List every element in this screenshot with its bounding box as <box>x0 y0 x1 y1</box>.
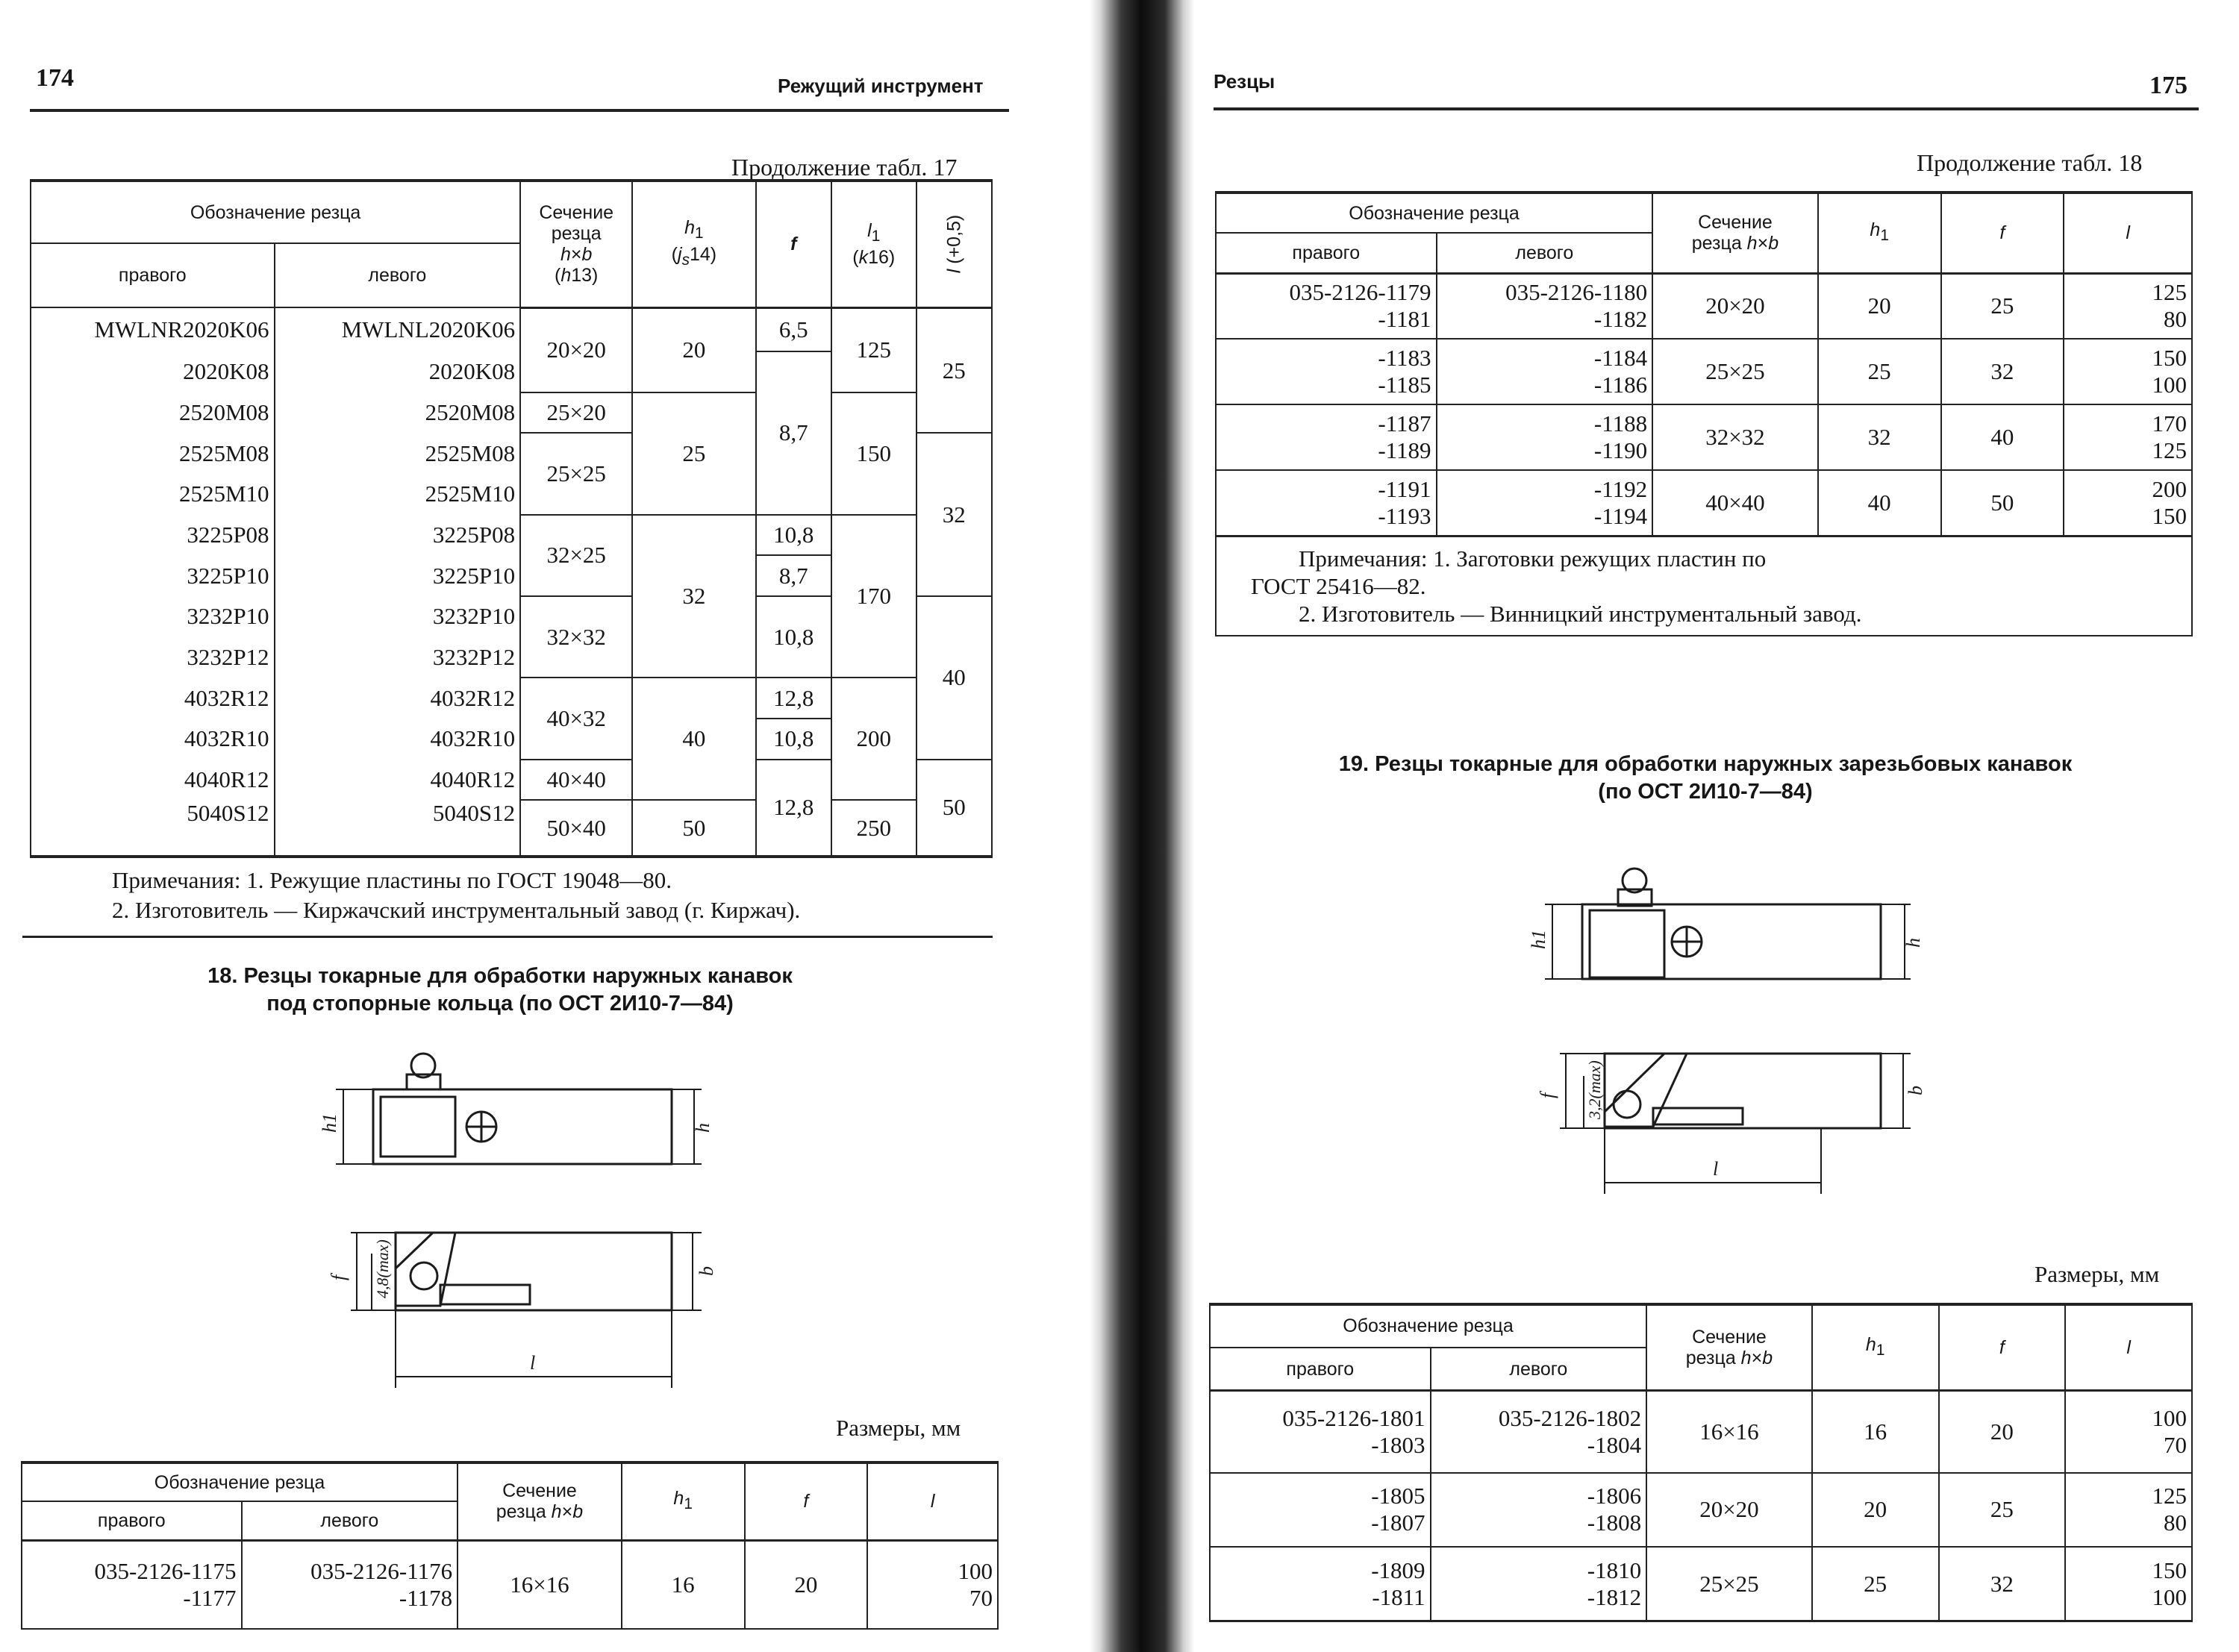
col-header-right: правого <box>31 243 275 307</box>
label-f: f <box>1537 1092 1558 1098</box>
running-head: Режущий инструмент <box>778 75 984 97</box>
col-header-designation: Обозначение резца <box>22 1462 458 1501</box>
header-rule <box>1214 107 2199 110</box>
table-cell: 20 <box>745 1540 868 1629</box>
code-line: -1184 <box>1593 345 1648 371</box>
code-line: -1806 <box>1587 1483 1642 1509</box>
table-cell <box>242 1540 458 1629</box>
table-cell: MWLNL2020K06 <box>275 307 521 351</box>
table-cell: 12,8 <box>756 760 831 857</box>
value-line: 70 <box>969 1584 993 1611</box>
table-cell: 2520M08 <box>31 392 275 434</box>
table-cell: 40×32 <box>520 678 632 759</box>
table-cell <box>867 1540 998 1629</box>
col-header-left: левого <box>1431 1348 1647 1391</box>
table-cell: 3232P10 <box>31 596 275 637</box>
table-cell: 125 <box>831 307 916 392</box>
table-cell: 16 <box>1812 1391 1939 1473</box>
table-cell: 10,8 <box>756 515 831 556</box>
clamp-block <box>381 1097 455 1157</box>
table-17-note-1: Примечания: 1. Режущие пластины по ГОСТ 19048—80. <box>112 867 672 893</box>
value-line: 100 <box>2152 1405 2187 1432</box>
table-cell <box>1210 1547 1431 1621</box>
table-cell <box>1216 470 1437 536</box>
value-line: 125 <box>2152 1483 2187 1509</box>
table-18-continued <box>1215 191 2193 636</box>
table-cell: 4032R12 <box>275 678 521 719</box>
table-cell: 50 <box>916 760 992 857</box>
col-header-section: Сечение резца h×b (h13) <box>520 181 632 307</box>
header-rule <box>30 109 1009 112</box>
col-header-section: Сечение резца h×b <box>458 1462 622 1540</box>
col-header-right: правого <box>1216 233 1437 273</box>
adjust-screw <box>1653 1108 1743 1124</box>
table-17 <box>30 179 993 858</box>
col-header-f: f <box>756 181 831 307</box>
table-cell: 2525M10 <box>31 474 275 515</box>
code-line: 035-2126-1180 <box>1505 279 1648 306</box>
col-header-h1: $h_1$ $(j_s14)$ <box>632 181 755 307</box>
col-header-l: l <box>2064 193 2192 273</box>
table-cell: 25 <box>1939 1473 2066 1547</box>
table-cell: 2525M08 <box>275 433 521 474</box>
col-header-right: правого <box>22 1501 242 1540</box>
table-cell <box>1437 273 1653 339</box>
table-cell: 25 <box>1812 1547 1939 1621</box>
table-cell: MWLNR2020K06 <box>31 307 275 351</box>
code-line: -1812 <box>1587 1583 1642 1610</box>
value-line: 100 <box>2152 1583 2187 1610</box>
col-header-designation: Обозначение резца <box>31 181 520 243</box>
left-page <box>0 0 1090 1652</box>
table-cell <box>1431 1391 1647 1473</box>
title-line: 19. Резцы токарные для обработки наружных зарезьбовых канавок <box>1338 752 2073 776</box>
table-cell <box>1216 339 1437 404</box>
table-cell <box>22 1540 242 1629</box>
figure-19-cutter-drawing <box>1523 858 1940 1209</box>
clamp-block <box>1590 910 1664 977</box>
table-cell: 6,5 <box>756 307 831 351</box>
code-line: -1186 <box>1593 372 1648 398</box>
table-cell <box>1437 404 1653 470</box>
table-cell: 25 <box>1941 273 2064 339</box>
col-header-left: левого <box>242 1501 458 1540</box>
table-cell: 2020K08 <box>275 351 521 392</box>
table-cell: 40×40 <box>1652 470 1818 536</box>
col-header-h1: $h_1$ <box>1818 193 1941 273</box>
table-cell: 25×25 <box>520 433 632 514</box>
code-line: -1185 <box>1378 372 1431 398</box>
value-line: 125 <box>2152 437 2187 463</box>
label-b: b <box>696 1266 717 1276</box>
col-header-right: правого <box>1210 1348 1431 1391</box>
label-h: h <box>692 1123 713 1133</box>
table-cell <box>2065 1391 2192 1473</box>
table-cell: 12,8 <box>756 678 831 719</box>
col-header-l1: $l_1$ (k16) <box>831 181 916 307</box>
col-header-l: l <box>2065 1304 2192 1391</box>
table-cell: 20 <box>1939 1391 2066 1473</box>
table-cell <box>1216 404 1437 470</box>
table-cell <box>2064 404 2192 470</box>
table-cell: 4032R10 <box>275 719 521 760</box>
table-cell: 3225P08 <box>31 515 275 556</box>
code-line: -1805 <box>1371 1483 1425 1509</box>
code-line: -1804 <box>1587 1432 1642 1459</box>
table-18-notes <box>1216 536 2192 636</box>
table-cell: 50×40 <box>520 800 632 857</box>
label-h1: h1 <box>1528 930 1549 949</box>
code-line: -1177 <box>183 1584 237 1611</box>
code-line: -1194 <box>1593 502 1648 529</box>
table-cell <box>1437 339 1653 404</box>
running-head: Резцы <box>1214 70 1275 93</box>
table-cell: 10,8 <box>756 596 831 678</box>
code-line: -1187 <box>1378 410 1431 437</box>
table-cell: 170 <box>831 515 916 678</box>
table-cell: 25×25 <box>1652 339 1818 404</box>
table-cell <box>1431 1547 1647 1621</box>
col-header-f: f <box>1939 1304 2066 1391</box>
book-spine <box>1090 0 1194 1652</box>
table-cell: 2020K08 <box>31 351 275 392</box>
table-cell: 40 <box>1818 470 1941 536</box>
label-f: f <box>328 1274 349 1280</box>
col-header-l: l (+0,5) <box>916 181 992 307</box>
label-l: l <box>1713 1158 1719 1180</box>
note-line: ГОСТ 25416—82. <box>1251 572 1426 599</box>
value-line: 80 <box>2164 306 2187 333</box>
title-line: 18. Резцы токарные для обработки наружных канавок <box>207 964 793 988</box>
code-line: -1808 <box>1587 1509 1642 1536</box>
table-cell: 3225P10 <box>31 555 275 596</box>
value-line: 150 <box>2152 1556 2187 1583</box>
shank-side <box>1582 904 1881 979</box>
value-line: 70 <box>2164 1432 2187 1459</box>
code-line: -1181 <box>1378 306 1431 333</box>
table-cell: 20×20 <box>520 307 632 392</box>
col-header-h1: $h_1$ <box>1812 1304 1939 1391</box>
table-cell: 250 <box>831 800 916 857</box>
units-label: Размеры, мм <box>2035 1261 2160 1287</box>
table-17-note-2: 2. Изготовитель — Киржачский инструментальный завод (г. Киржач). <box>112 897 801 923</box>
figure-18-cutter-drawing <box>313 1045 731 1403</box>
code-line: -1809 <box>1371 1556 1425 1583</box>
table-cell: 2520M08 <box>275 392 521 434</box>
table-cell <box>2065 1547 2192 1621</box>
col-header-h1: $h_1$ <box>622 1462 745 1540</box>
col-header-designation: Обозначение резца <box>1216 193 1652 233</box>
code-line: -1188 <box>1593 410 1648 437</box>
value-line: 125 <box>2152 279 2187 306</box>
table-cell: 50 <box>1941 470 2064 536</box>
col-header-f: f <box>745 1462 868 1540</box>
code-line: -1189 <box>1378 437 1431 463</box>
code-line: -1810 <box>1587 1556 1642 1583</box>
table-cell: 25×25 <box>1646 1547 1812 1621</box>
page-number: 175 <box>2149 72 2188 99</box>
code-line: -1811 <box>1372 1583 1425 1610</box>
table-cell: 3225P10 <box>275 555 521 596</box>
value-line: 170 <box>2152 410 2187 437</box>
table-cell: 20 <box>632 307 755 392</box>
label-b: b <box>1905 1086 1926 1095</box>
code-line: 035-2126-1179 <box>1289 279 1431 306</box>
code-line: -1803 <box>1371 1432 1425 1459</box>
insert-seat <box>396 1233 455 1306</box>
col-header-section: Сечение резца h×b <box>1646 1304 1812 1391</box>
value-line: 100 <box>2152 372 2187 398</box>
table-cell: 4040R12 <box>31 760 275 801</box>
label-l: l <box>530 1352 536 1374</box>
table-cell: 40×40 <box>520 760 632 801</box>
table-cell: 4032R12 <box>31 678 275 719</box>
table-cell <box>2064 339 2192 404</box>
insert-seat <box>1605 1054 1687 1127</box>
note-line: Примечания: 1. Заготовки режущих пластин по <box>1299 545 1767 572</box>
table-cell <box>2065 1473 2192 1547</box>
page-number: 174 <box>36 64 74 92</box>
code-line: -1190 <box>1593 437 1648 463</box>
code-line: -1192 <box>1593 475 1648 502</box>
table-cell: 16 <box>622 1540 745 1629</box>
value-line: 150 <box>2152 345 2187 371</box>
right-page <box>1194 0 2239 1652</box>
table-cell: 32 <box>632 515 755 678</box>
table-cell: 200 <box>831 678 916 800</box>
table-cell: 150 <box>831 392 916 515</box>
value-line: 80 <box>2164 1509 2187 1536</box>
col-header-left: левого <box>1437 233 1653 273</box>
table-cell <box>2064 273 2192 339</box>
table-cell: 25 <box>916 307 992 433</box>
table-cell: 4040R12 <box>275 760 521 801</box>
table-cell: 16×16 <box>1646 1391 1812 1473</box>
adjust-screw <box>440 1285 530 1304</box>
table-cell <box>2064 470 2192 536</box>
col-header-left: левого <box>275 243 521 307</box>
table-cell: 25 <box>632 392 755 515</box>
table-cell: 32 <box>1939 1547 2066 1621</box>
table-cell: 8,7 <box>756 351 831 515</box>
note-line: 2. Изготовитель — Винницкий инструментальный завод. <box>1299 600 1862 627</box>
note-rule <box>22 936 993 938</box>
table-cell: 32×25 <box>520 515 632 596</box>
label-max: 3,2(max) <box>1585 1060 1604 1119</box>
table-cell: 25×20 <box>520 392 632 434</box>
code-line: -1807 <box>1371 1509 1425 1536</box>
table-cell: 3225P08 <box>275 515 521 556</box>
table-cell: 5040S12 <box>31 800 275 857</box>
table-cell: 3232P10 <box>275 596 521 637</box>
table-cell <box>1437 470 1653 536</box>
table-cell: 3232P12 <box>31 637 275 678</box>
code-line: -1183 <box>1378 345 1431 371</box>
code-line: 035-2126-1802 <box>1498 1405 1642 1432</box>
table-cell: 16×16 <box>458 1540 622 1629</box>
table-18-start <box>21 1461 999 1630</box>
col-header-f: f <box>1941 193 2064 273</box>
code-line: -1191 <box>1378 475 1431 502</box>
table-cell: 8,7 <box>756 555 831 596</box>
table-cell: 5040S12 <box>275 800 521 857</box>
insert <box>1614 1091 1640 1118</box>
value-line: 100 <box>958 1557 993 1584</box>
table-cell: 20 <box>1812 1473 1939 1547</box>
table-cell: 32×32 <box>520 596 632 678</box>
table-cell: 2525M10 <box>275 474 521 515</box>
code-line: -1178 <box>399 1584 453 1611</box>
table-cell: 32×32 <box>1652 404 1818 470</box>
table-cell: 40 <box>916 596 992 760</box>
table-cell: 32 <box>916 433 992 596</box>
code-line: -1193 <box>1378 502 1431 529</box>
code-line: 035-2126-1175 <box>94 1557 237 1584</box>
code-line: 035-2126-1801 <box>1282 1405 1425 1432</box>
insert <box>410 1263 437 1289</box>
table-cell: 25 <box>1818 339 1941 404</box>
label-max: 4,8(max) <box>373 1239 392 1298</box>
col-header-l: l <box>867 1462 998 1540</box>
table-cell <box>1431 1473 1647 1547</box>
code-line: 035-2126-1176 <box>310 1557 453 1584</box>
table-cell: 3232P12 <box>275 637 521 678</box>
table-continuation-label: Продолжение табл. 17 <box>731 154 958 181</box>
table-cell: 2525M08 <box>31 433 275 474</box>
units-label: Размеры, мм <box>836 1415 961 1441</box>
label-h: h <box>1902 938 1924 948</box>
table-cell: 32 <box>1818 404 1941 470</box>
table-cell: 32 <box>1941 339 2064 404</box>
table-cell: 50 <box>632 800 755 857</box>
table-cell: 40 <box>632 678 755 800</box>
section-18-title <box>90 963 911 1018</box>
table-cell <box>1216 273 1437 339</box>
table-continuation-label: Продолжение табл. 18 <box>1917 149 2143 176</box>
shank-side <box>373 1089 672 1164</box>
table-cell: 20×20 <box>1652 273 1818 339</box>
col-header-designation: Обозначение резца <box>1210 1304 1646 1348</box>
table-19 <box>1209 1303 2193 1622</box>
title-line: под стопорные кольца (по ОСТ 2И10-7—84) <box>266 992 734 1016</box>
table-cell: 4032R10 <box>31 719 275 760</box>
value-line: 150 <box>2152 502 2187 529</box>
section-19-title <box>1224 751 2187 806</box>
table-cell <box>1210 1473 1431 1547</box>
col-header-section: Сечение резца h×b <box>1652 193 1818 273</box>
table-cell: 20 <box>1818 273 1941 339</box>
table-cell <box>1210 1391 1431 1473</box>
table-cell: 10,8 <box>756 719 831 760</box>
title-line: (по ОСТ 2И10-7—84) <box>1598 780 1813 804</box>
table-cell: 20×20 <box>1646 1473 1812 1547</box>
value-line: 200 <box>2152 475 2187 502</box>
label-h1: h1 <box>319 1113 340 1133</box>
code-line: -1182 <box>1593 306 1648 333</box>
table-cell: 40 <box>1941 404 2064 470</box>
